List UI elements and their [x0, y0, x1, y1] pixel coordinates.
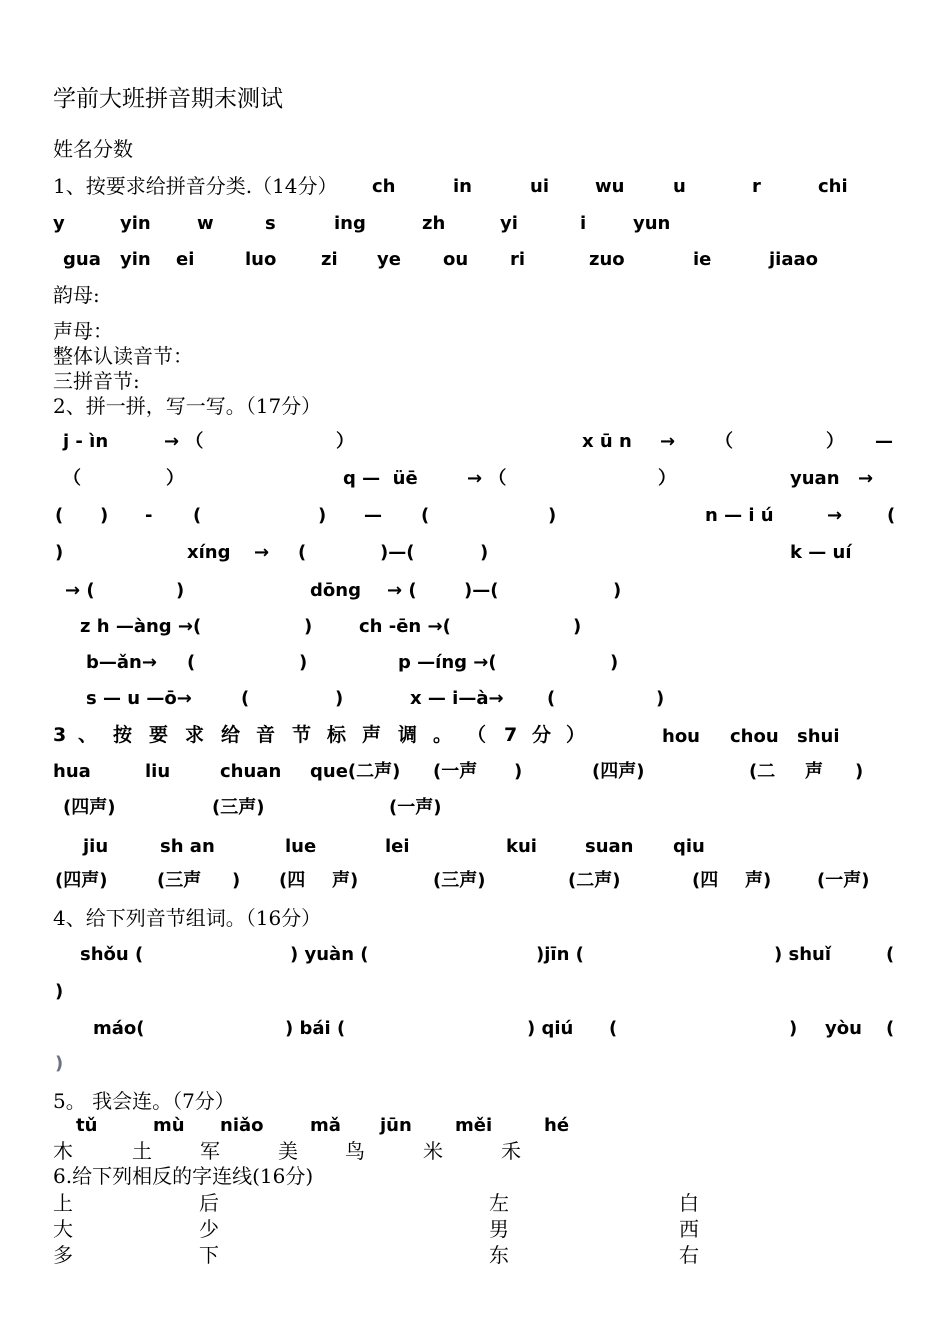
q3-tone: (三声: [157, 870, 202, 891]
q2-token: → （: [164, 431, 204, 452]
q1-item: ei: [176, 249, 195, 270]
q3-syllable: shui: [797, 726, 840, 747]
q1-item: ri: [510, 249, 526, 270]
q2-token: (: [193, 505, 202, 526]
q1-item: ing: [334, 213, 366, 234]
q2-line1: [0, 433, 950, 463]
q1-line2: [0, 215, 950, 245]
q5-char: 禾: [501, 1139, 521, 1163]
q1-item: yin: [120, 249, 151, 270]
q1-item: yin: [120, 213, 151, 234]
q1-item: w: [197, 213, 214, 234]
q2-token: x — i—à→: [410, 688, 504, 709]
q1-item: u: [673, 176, 686, 197]
q2-token: )—(: [464, 580, 499, 601]
q2-token: ): [656, 688, 665, 709]
q6-char: 白: [679, 1191, 699, 1215]
q4-token: )jīn (: [536, 944, 584, 965]
q2-token: ): [304, 616, 313, 637]
q3-prompt-char: 音: [256, 724, 276, 746]
q1-item: yun: [633, 213, 671, 234]
q3-tone: (一声): [817, 870, 870, 891]
q3-syllable: suan: [585, 836, 634, 857]
q3-prompt-char: 要: [149, 724, 169, 746]
q2-token: (: [547, 688, 556, 709]
q2-token: ): [299, 652, 308, 673]
q2-token: j - ìn: [63, 431, 109, 452]
q2-line5: [0, 582, 950, 612]
q3-prompt-char: 按: [113, 724, 133, 746]
q3-syllable: chou: [730, 726, 779, 747]
q1-item: zh: [422, 213, 446, 234]
q1-item: ui: [530, 176, 549, 197]
q2-token: ): [176, 580, 185, 601]
q4-line1: [0, 946, 950, 976]
q3-tone: ): [514, 761, 523, 782]
q2-token: ）: [658, 468, 676, 489]
q2-token: (: [241, 688, 250, 709]
q4-token: ): [789, 1018, 798, 1039]
q2-token: (: [187, 652, 196, 673]
q2-token: p —íng →(: [398, 652, 497, 673]
q2-token: yuan: [790, 468, 840, 489]
q6-char: 西: [679, 1217, 699, 1241]
q2-token: （: [63, 468, 81, 489]
q6-char: 后: [199, 1191, 219, 1215]
q4-token: shǒu (: [80, 944, 144, 965]
q4-line4: [0, 1055, 950, 1085]
q3-syllable: lue: [285, 836, 317, 857]
q3-tone: ): [855, 761, 864, 782]
q1-item: luo: [245, 249, 277, 270]
q1-item: i: [580, 213, 587, 234]
q1-item: zuo: [589, 249, 625, 270]
q5-char: 鸟: [345, 1139, 365, 1163]
q1-item: jiaao: [769, 249, 818, 270]
q2-token: n — i ú: [705, 505, 774, 526]
q2-token: ): [318, 505, 327, 526]
q3-syllable: chuan: [220, 761, 282, 782]
q6-char: 上: [53, 1191, 73, 1215]
q2-token: )—(: [380, 542, 415, 563]
q3-tone: (四: [692, 870, 719, 891]
q6-char: 下: [199, 1243, 219, 1267]
q4-token: (: [609, 1018, 618, 1039]
q3-tone: (四声): [55, 870, 108, 891]
q5-pinyin: mǎ: [310, 1115, 341, 1136]
q5-prompt: 5。 我会连。（7分）: [53, 1089, 235, 1113]
page-title: 学前大班拼音期末测试: [53, 86, 283, 112]
q2-token: →: [858, 468, 874, 489]
q3-syllable: jiu: [83, 836, 109, 857]
q3-prompt-char: 3: [53, 724, 67, 746]
q3-line4: [0, 838, 950, 868]
q3-prompt-char: （: [467, 724, 487, 746]
q6-char: 东: [489, 1243, 509, 1267]
q4-token: ) yuàn (: [290, 944, 369, 965]
q2-token: xíng: [187, 542, 231, 563]
q3-syllable: kui: [506, 836, 537, 857]
q1-item: gua: [63, 249, 101, 270]
q3-tone: (一声: [433, 761, 478, 782]
q1-category-initials: 声母：: [53, 319, 113, 343]
q2-token: ): [573, 616, 582, 637]
q4-token: yòu: [825, 1018, 862, 1039]
q2-token: → (: [65, 580, 95, 601]
q6-char: 男: [489, 1217, 509, 1241]
q6-prompt: 6.给下列相反的字连线(16分): [53, 1164, 314, 1188]
q1-item: wu: [595, 176, 625, 197]
q1-item: zi: [321, 249, 338, 270]
q2-token: →: [254, 542, 270, 563]
q3-tone: 声): [745, 870, 772, 891]
q5-pinyin: mù: [153, 1115, 185, 1136]
q2-token: ）: [336, 431, 354, 452]
q1-item: ie: [693, 249, 712, 270]
q3-syllable: liu: [145, 761, 171, 782]
q2-token: ): [480, 542, 489, 563]
q3-prompt-char: 节: [292, 724, 312, 746]
q3-line2: [0, 763, 950, 793]
q4-token: ) bái (: [285, 1018, 346, 1039]
q1-line3: [0, 251, 950, 281]
q3-syllable: lei: [385, 836, 410, 857]
q5-pinyin: tǔ: [76, 1115, 98, 1136]
q3-prompt-char: ）: [566, 724, 586, 746]
q6-char: 多: [53, 1243, 73, 1267]
q2-line8: [0, 690, 950, 720]
q2-token: x ū n: [582, 431, 632, 452]
q2-prompt: 2、拼一拼，写一写。（17分）: [53, 394, 322, 418]
q3-tone: 声): [332, 870, 359, 891]
q2-token: → （: [467, 468, 507, 489]
q4-line3: [0, 1020, 950, 1050]
q2-token: q — üē: [343, 468, 418, 489]
q1-category-whole: 整体认读音节：: [53, 344, 193, 368]
q5-char: 军: [200, 1139, 220, 1163]
q1-category-finals: 韵母:: [53, 283, 100, 307]
q2-token: （: [715, 431, 733, 452]
q3-tone: (四声): [63, 797, 116, 818]
q2-line3: [0, 507, 950, 537]
q1-item: chi: [818, 176, 848, 197]
q2-token: ): [613, 580, 622, 601]
q1-item: y: [53, 213, 65, 234]
q2-token: s — u —ō→: [86, 688, 192, 709]
q3-tone: (一声): [389, 797, 442, 818]
q2-token: z h —àng →(: [80, 616, 202, 637]
q3-tone: (四: [279, 870, 306, 891]
q2-token: (: [55, 505, 64, 526]
q2-token: ): [610, 652, 619, 673]
q3-syllable: sh an: [160, 836, 215, 857]
q5-char: 土: [132, 1139, 152, 1163]
q4-token: ): [55, 1053, 64, 1074]
q3-tone: (四声): [592, 761, 645, 782]
q4-token: (: [886, 1018, 895, 1039]
q4-token: ) qiú: [527, 1018, 574, 1039]
q2-token: ): [100, 505, 109, 526]
q1-item: ye: [377, 249, 401, 270]
q5-char: 美: [278, 1139, 298, 1163]
q3-prompt-char: 。: [433, 724, 453, 746]
q5-pinyin: niǎo: [220, 1115, 264, 1136]
q2-line7: [0, 654, 950, 684]
q2-token: →: [660, 431, 676, 452]
q3-tone: (三声): [433, 870, 486, 891]
q1-prompt: 1、按要求给拼音分类.（14分）: [53, 174, 338, 198]
q3-line5: [0, 872, 950, 902]
q3-line1: [0, 726, 950, 756]
q3-syllable: hou: [662, 726, 700, 747]
q3-line3: [0, 799, 950, 829]
q2-token: —: [364, 505, 382, 526]
q5-pinyin: jūn: [380, 1115, 412, 1136]
name-score-label: 姓名分数: [53, 137, 133, 161]
q3-prompt-char: 求: [185, 724, 205, 746]
q3-prompt-char: 、: [78, 724, 98, 746]
q2-token: ): [55, 542, 64, 563]
q3-prompt-char: 调: [398, 724, 418, 746]
q2-token: k — uí: [790, 542, 852, 563]
q2-token: (: [887, 505, 896, 526]
q2-token: b—ǎn→: [86, 652, 157, 673]
q2-line4: [0, 544, 950, 574]
q2-token: ）: [826, 431, 844, 452]
q5-char: 米: [423, 1139, 443, 1163]
q1-item: ch: [372, 176, 396, 197]
q2-line2: [0, 470, 950, 500]
q2-token: ): [548, 505, 557, 526]
q5-pinyin: měi: [455, 1115, 493, 1136]
q2-token: →: [827, 505, 843, 526]
q4-token: ): [55, 981, 64, 1002]
q3-syllable: hua: [53, 761, 91, 782]
q4-token: ) shuǐ: [774, 944, 832, 965]
q1-category-three: 三拼音节:: [53, 369, 140, 393]
q5-pinyin: hé: [544, 1115, 570, 1136]
q6-char: 左: [489, 1191, 509, 1215]
q6-char: 少: [199, 1217, 219, 1241]
q4-prompt: 4、给下列音节组词。（16分）: [53, 906, 322, 930]
q3-tone: ): [232, 870, 241, 891]
q2-token: dōng: [310, 580, 361, 601]
q3-tone: (三声): [212, 797, 265, 818]
q3-prompt-char: 声: [362, 724, 382, 746]
q3-prompt-char: 给: [221, 724, 241, 746]
q2-token: (: [421, 505, 430, 526]
q3-prompt-char: 分: [532, 724, 552, 746]
q6-char: 大: [53, 1217, 73, 1241]
q2-token: —: [875, 431, 893, 452]
q2-token: → (: [387, 580, 417, 601]
q3-prompt-char: 标: [327, 724, 347, 746]
q6-row: [0, 1245, 950, 1275]
q1-item: yi: [500, 213, 518, 234]
q1-line1: [0, 176, 950, 206]
q3-prompt-char: 7: [504, 724, 518, 746]
q2-token: ch -ēn →(: [359, 616, 451, 637]
q1-item: s: [265, 213, 276, 234]
q4-token: máo(: [93, 1018, 145, 1039]
q3-tone: (二声): [568, 870, 621, 891]
q4-line2: [0, 983, 950, 1013]
q1-item: in: [453, 176, 472, 197]
q4-token: (: [886, 944, 895, 965]
q2-token: (: [298, 542, 307, 563]
q3-tone: 声: [805, 761, 823, 782]
q2-token: ）: [166, 468, 184, 489]
q2-token: -: [145, 505, 153, 526]
q3-syllable: qiu: [673, 836, 705, 857]
q1-item: r: [752, 176, 761, 197]
q2-token: ): [335, 688, 344, 709]
q3-tone: (二: [749, 761, 776, 782]
q3-syllable: que(二声): [310, 761, 401, 782]
q6-char: 右: [679, 1243, 699, 1267]
q5-char: 木: [53, 1139, 73, 1163]
q2-line6: [0, 618, 950, 648]
q1-item: ou: [443, 249, 469, 270]
